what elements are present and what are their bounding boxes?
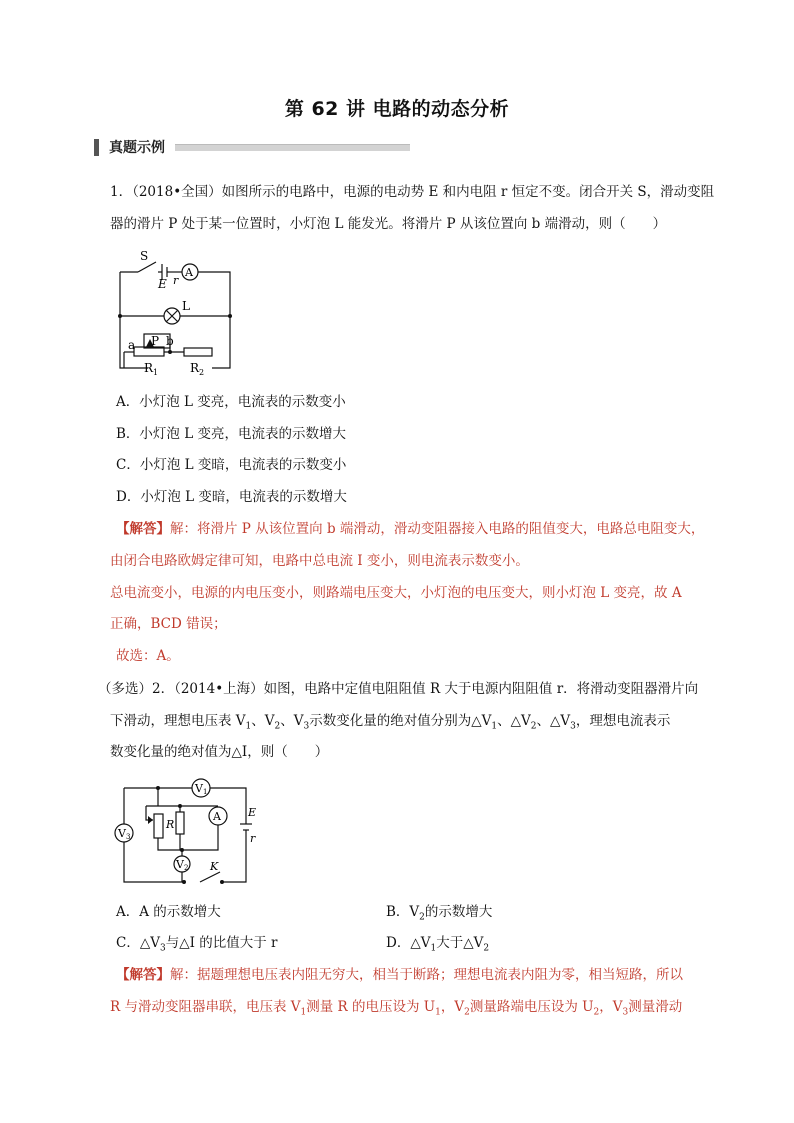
q2-label-v2: V2 xyxy=(176,858,189,872)
q1-label-b: b xyxy=(166,334,174,348)
q1-label-l: L xyxy=(182,299,190,313)
q2-answer-line1: 【解答】解：据题理想电压表内阻无穷大，相当于断路；理想电流表内阻为零，相当短路，所以 xyxy=(116,967,683,983)
q1-label-r: r xyxy=(173,274,179,287)
q1-circuit-diagram xyxy=(110,248,240,378)
q1-answer-line2: 由闭合电路欧姆定律可知，电路中总电流 I 变小，则电流表示数变小。 xyxy=(110,553,529,569)
q1-option-b: B．小灯泡 L 变亮，电流表的示数增大 xyxy=(116,426,346,442)
q2-answer-line2: R 与滑动变阻器串联，电压表 $V_1$测量 R 的电压设为 $U_1$，$V_2$测量路端电压设为 $U_2$，$V_3$测量滑动 xyxy=(110,999,683,1018)
page-title: 第 62 讲 电路的动态分析 xyxy=(284,98,510,120)
q2-stem-line2: 下滑动，理想电压表 $V_1$、$V_2$、$V_3$示数变化量的绝对值分别为$\triangle V_1$、$\triangle V_2$、$\triangle V_3$，理想电流表示 xyxy=(110,713,671,732)
q2-label-r: R xyxy=(166,818,175,831)
q2-label-e: E xyxy=(248,806,257,819)
q2-option-c: C．$\triangle V_3$与△I 的比值大于 r xyxy=(116,935,278,954)
q2-label-k: K xyxy=(210,860,219,873)
q2-label-ammeter: A xyxy=(213,810,221,823)
q2-option-d: D．$\triangle V_1$大于$\triangle V_2$ xyxy=(386,935,490,954)
q2-label-r-internal: r xyxy=(250,832,256,845)
q2-option-a: A．A 的示数增大 xyxy=(116,904,221,920)
q1-label-a: a xyxy=(128,338,136,352)
q1-answer-line5: 故选：A。 xyxy=(116,648,180,664)
q1-label-r1: $R_1$ xyxy=(144,361,159,377)
q2-stem-line3: 数变化量的绝对值为△I，则（ ） xyxy=(110,744,329,760)
q1-option-a: A．小灯泡 L 变亮，电流表的示数变小 xyxy=(116,394,346,410)
q2-circuit-diagram xyxy=(110,776,260,891)
q1-label-p: P xyxy=(151,334,160,348)
section-label: 真题示例 xyxy=(109,140,165,156)
q1-label-e: E xyxy=(158,277,167,291)
q1-stem-line1: 1．（2018•全国）如图所示的电路中，电源的电动势 E 和内电阻 r 恒定不变。闭合开关 S，滑动变阻 xyxy=(110,184,715,200)
q1-answer-line3: 总电流变小，电源的内电压变小，则路端电压变大，小灯泡的电压变大，则小灯泡 L 变亮，故 A xyxy=(110,585,682,601)
q2-label-v1: V1 xyxy=(195,782,208,796)
section-header xyxy=(94,137,410,157)
q1-option-d: D．小灯泡 L 变暗，电流表的示数增大 xyxy=(116,489,347,505)
section-rule xyxy=(175,144,410,151)
section-marker xyxy=(94,139,99,156)
q1-stem-line2: 器的滑片 P 处于某一位置时，小灯泡 L 能发光。将滑片 P 从该位置向 b 端滑动，则（ ） xyxy=(110,216,667,232)
q1-label-r2: $R_2$ xyxy=(190,361,205,377)
q1-answer-line1: 【解答】解：将滑片 P 从该位置向 b 端滑动，滑动变阻器接入电路的阻值变大，电路总电阻变大， xyxy=(116,521,705,537)
q2-option-b: B．$V_2$的示数增大 xyxy=(386,904,493,923)
q1-option-c: C．小灯泡 L 变暗，电流表的示数变小 xyxy=(116,457,347,473)
q2-stem-line1: （多选）2．（2014•上海）如图，电路中定值电阻阻值 R 大于电源内阻阻值 r．将滑动变阻器滑片向 xyxy=(98,681,699,697)
q1-label-s: S xyxy=(140,249,149,263)
q1-answer-line4: 正确，BCD 错误； xyxy=(110,616,227,632)
q2-answer-tag: 【解答】 xyxy=(116,967,170,983)
q2-label-v3: V3 xyxy=(118,827,131,841)
q1-answer-tag: 【解答】 xyxy=(116,521,170,537)
q1-label-ammeter: A xyxy=(185,266,193,279)
